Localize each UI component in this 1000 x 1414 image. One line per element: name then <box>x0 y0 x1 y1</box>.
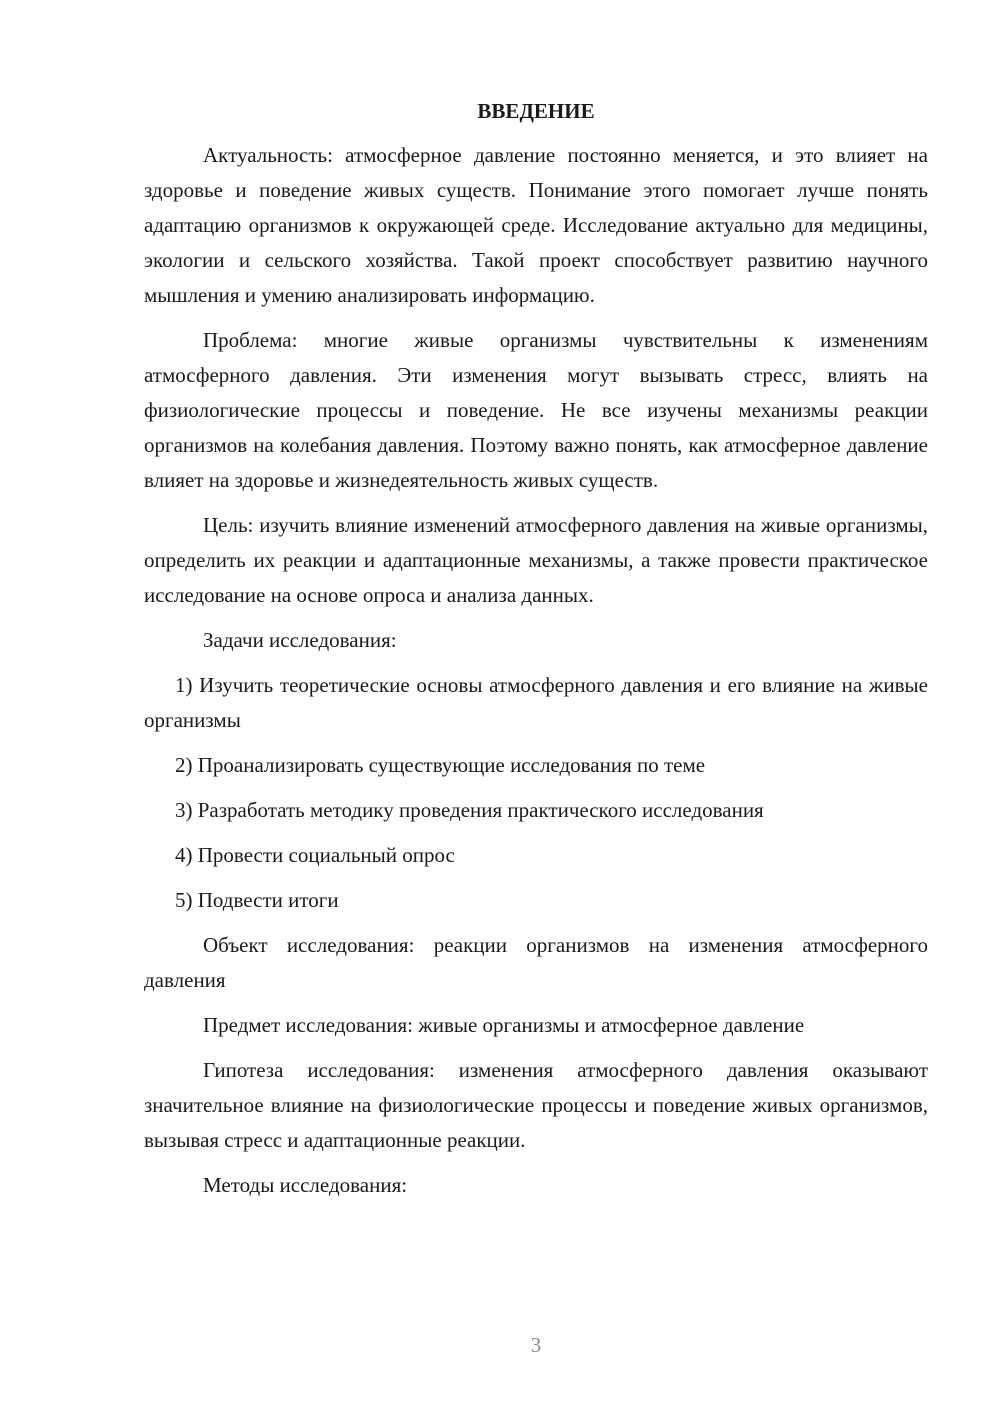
problem-paragraph: Проблема: многие живые организмы чувствительны к изменениям атмосферного давления. Эти изменения могут вызывать стресс, влиять на физиологические процессы и поведение. Не все изучены механизмы реакции организмов на колебания давления. Поэтому важно понять, как атмосферное давление влияет на здоровье и жизнедеятельность живых существ. <box>144 328 928 492</box>
hypothesis-paragraph: Гипотеза исследования: изменения атмосферного давления оказывают значительное влияние на физиологические процессы и поведение живых организмов, вызывая стресс и адаптационные реакции. <box>144 1058 928 1152</box>
subject-paragraph: Предмет исследования: живые организмы и атмосферное давление <box>203 1013 805 1037</box>
goal-paragraph: Цель: изучить влияние изменений атмосферного давления на живые организмы, определить их реакции и адаптационные механизмы, а также провести практическое исследование на основе опроса и анализа данных. <box>144 513 928 607</box>
methods-heading: Методы исследования: <box>203 1173 408 1197</box>
tasks-heading: Задачи исследования: <box>203 628 397 652</box>
page-title: ВВЕДЕНИЕ <box>477 99 595 123</box>
object-paragraph: Объект исследования: реакции организмов на изменения атмосферного давления <box>144 933 928 992</box>
list-item: 5) Подвести итоги <box>175 888 339 912</box>
list-item: 2) Проанализировать существующие исследования по теме <box>175 753 706 777</box>
document-page <box>144 96 928 1213</box>
page-number: 3 <box>530 1333 542 1357</box>
list-item: 4) Провести социальный опрос <box>175 843 455 867</box>
list-item: 1) Изучить теоретические основы атмосферного давления и его влияние на живые организмы <box>144 673 928 732</box>
tasks-list <box>144 668 928 918</box>
relevance-paragraph: Актуальность: атмосферное давление постоянно меняется, и это влияет на здоровье и поведение живых существ. Понимание этого помогает лучше понять адаптацию организмов к окружающей среде. Исследование актуально для медицины, экологии и сельского хозяйства. Такой проект способствует развитию научного мышления и умению анализировать информацию. <box>144 143 928 307</box>
list-item: 3) Разработать методику проведения практического исследования <box>175 798 764 822</box>
